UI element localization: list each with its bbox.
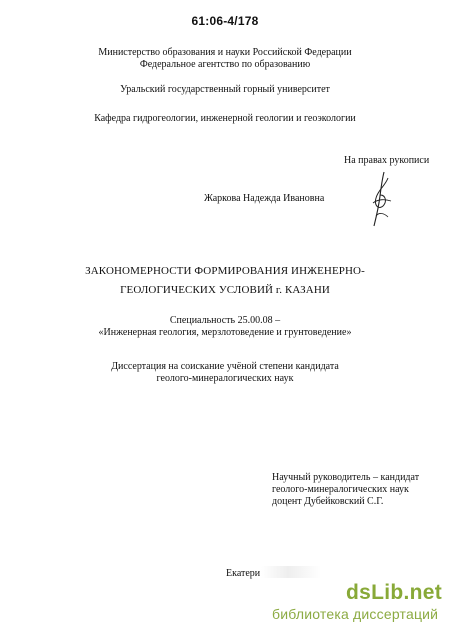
ministry-line-1: Министерство образования и науки Российской Федерации xyxy=(98,47,352,58)
signature xyxy=(366,170,396,228)
dslib-watermark xyxy=(272,581,442,625)
manuscript-rights: На правах рукописи xyxy=(344,155,430,166)
scan-smudge xyxy=(261,566,321,578)
archive-stamp: 61:06-4/178 xyxy=(191,14,259,28)
department-name: Кафедра гидрогеологии, инженерной геологии и геоэкологии xyxy=(94,113,356,124)
watermark-sub: библиотека диссертаций xyxy=(272,606,439,622)
supervisor-line-3: доцент Дубейковский С.Г. xyxy=(272,496,384,507)
specialty-line-1: Специальность 25.00.08 – xyxy=(169,315,281,326)
author-name: Жаркова Надежда Ивановна xyxy=(204,193,325,204)
ministry-line-2: Федеральное агентство по образованию xyxy=(139,59,311,70)
university-name: Уральский государственный горный университет xyxy=(120,84,330,95)
dissertation-title-line-1: ЗАКОНОМЕРНОСТИ ФОРМИРОВАНИЯ ИНЖЕНЕРНО- xyxy=(85,265,365,277)
dissertation-degree-line-2: геолого-минералогических наук xyxy=(156,373,294,384)
supervisor-line-2: геолого-минералогических наук xyxy=(272,484,409,495)
dissertation-title-line-2: ГЕОЛОГИЧЕСКИХ УСЛОВИЙ г. КАЗАНИ xyxy=(120,284,330,296)
supervisor-line-1: Научный руководитель – кандидат xyxy=(272,472,420,483)
dissertation-degree-line-1: Диссертация на соискание учёной степени кандидата xyxy=(111,361,339,372)
specialty-line-2: «Инженерная геология, мерзлотоведение и грунтоведение» xyxy=(98,327,352,338)
watermark-main: dsLib.net xyxy=(346,581,443,604)
city-text: Екатери xyxy=(226,568,261,579)
